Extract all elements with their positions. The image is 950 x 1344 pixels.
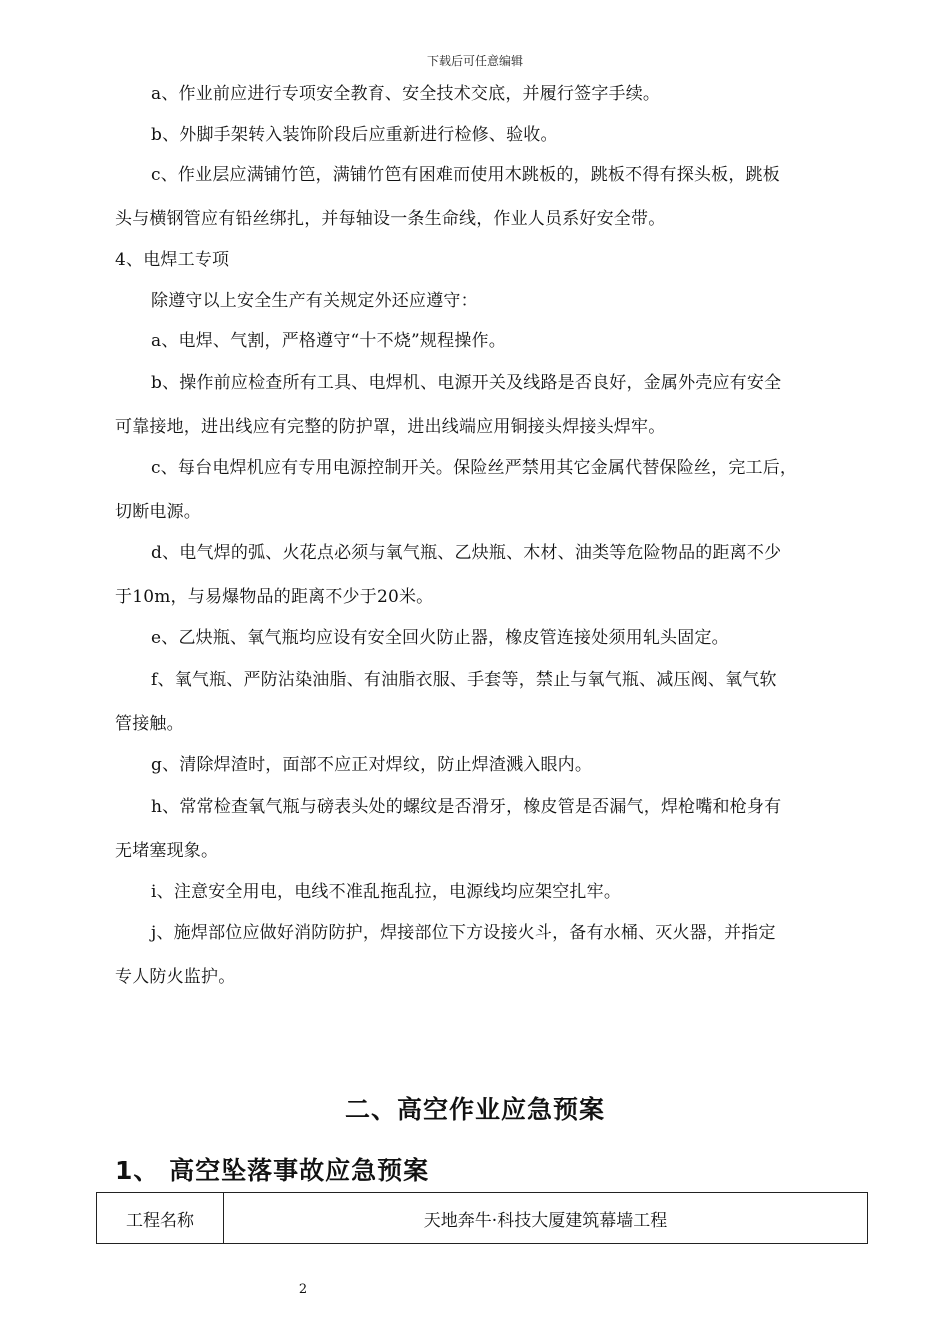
table-label-cell: 工程名称 [97,1193,224,1244]
paragraph-line: 无堵塞现象。 [115,841,219,861]
paragraph-line: a、作业前应进行专项安全教育、安全技术交底，并履行签字手续。 [151,84,661,104]
paragraph-line: b、操作前应检查所有工具、电焊机、电源开关及线路是否良好，金属外壳应有安全 [151,373,782,393]
page-number: 2 [298,1282,308,1297]
paragraph-line: a、电焊、气割，严格遵守“十不烧”规程操作。 [151,331,506,351]
project-info-table [96,1192,868,1244]
paragraph-line: 头与横钢管应有铅丝绑扎，并每轴设一条生命线，作业人员系好安全带。 [115,209,666,229]
paragraph-line: 可靠接地，进出线应有完整的防护罩，进出线端应用铜接头焊接头焊牢。 [115,417,666,437]
paragraph-line: f、氧气瓶、严防沾染油脂、有油脂衣服、手套等，禁止与氧气瓶、减压阀、氧气软 [151,670,777,690]
paragraph-line: h、常常检查氧气瓶与磅表头处的螺纹是否滑牙，橡皮管是否漏气，焊枪嘴和枪身有 [151,797,782,817]
subsection-heading: 4、电焊工专项 [115,250,230,270]
paragraph-line: b、外脚手架转入装饰阶段后应重新进行检修、验收。 [151,125,558,145]
section-title: 二、高空作业应急预案 [344,1095,605,1124]
paragraph-line: i、注意安全用电，电线不准乱拖乱拉，电源线均应架空扎牢。 [151,882,622,902]
paragraph-line: 专人防火监护。 [115,967,236,987]
table-value-cell: 天地奔牛·科技大厦建筑幕墙工程 [224,1193,868,1244]
paragraph-line: c、每台电焊机应有专用电源控制开关。保险丝严禁用其它金属代替保险丝，完工后， [151,458,798,478]
subsection-title: 1、 高空坠落事故应急预案 [115,1156,430,1185]
table-row [97,1193,868,1244]
page-header-note: 下载后可任意编辑 [426,54,523,68]
paragraph-line: 切断电源。 [115,502,201,522]
paragraph-line: j、施焊部位应做好消防防护，焊接部位下方设接火斗，备有水桶、灭火器，并指定 [151,923,776,943]
paragraph-line: 于10m，与易爆物品的距离不少于20米。 [115,587,434,607]
paragraph-line: c、作业层应满铺竹笆，满铺竹笆有困难而使用木跳板的，跳板不得有探头板，跳板 [151,165,780,185]
paragraph-line: d、电气焊的弧、火花点必须与氧气瓶、乙炔瓶、木材、油类等危险物品的距离不少 [151,543,782,563]
paragraph-line: 管接触。 [115,714,184,734]
paragraph-line: 除遵守以上安全生产有关规定外还应遵守： [151,291,478,311]
paragraph-line: g、清除焊渣时，面部不应正对焊纹，防止焊渣溅入眼内。 [151,755,593,775]
paragraph-line: e、乙炔瓶、氧气瓶均应设有安全回火防止器，橡皮管连接处须用轧头固定。 [151,628,729,648]
